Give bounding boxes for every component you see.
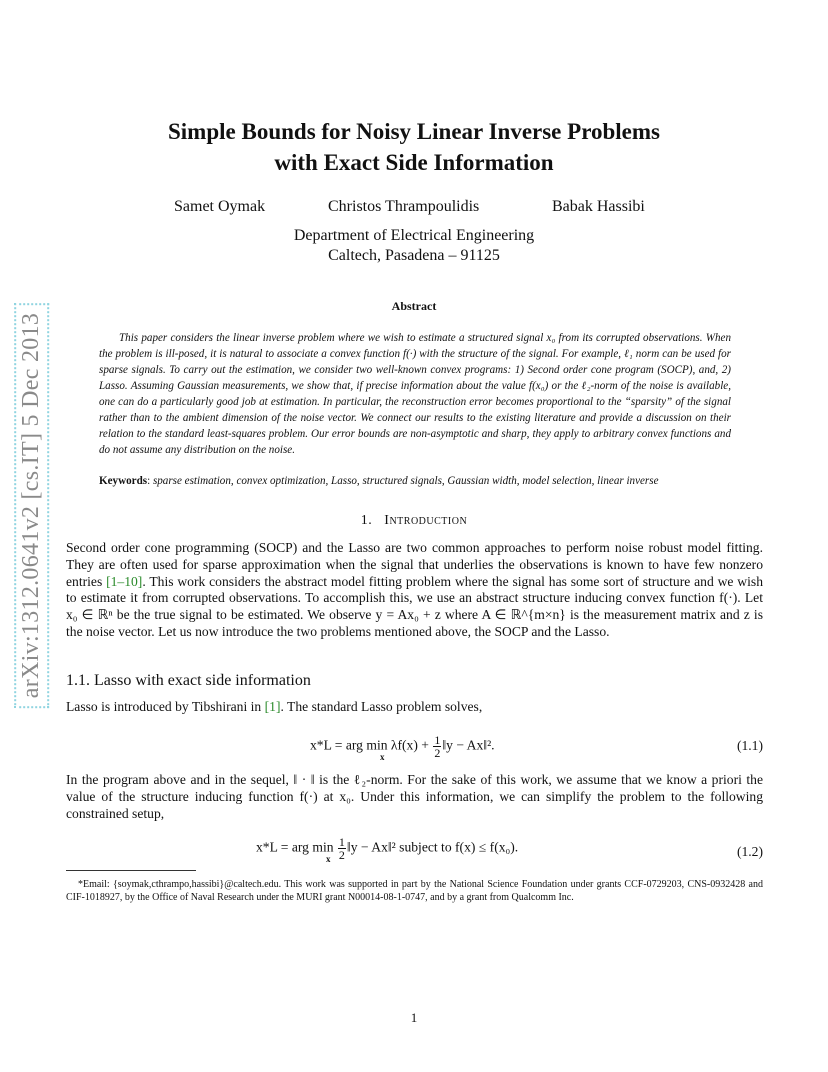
author-2: Christos Thrampoulidis — [328, 198, 480, 215]
citation-link[interactable]: [1] — [264, 699, 281, 714]
intro-paragraph-1: Second order cone programming (SOCP) and the Lasso are two common approaches to perform noise robust model fitting. They are often used for sparse approximation when the signal that underlies the observations is known to have few nonzero entries [1–10]. This work considers the abstract model fitting problem where the signal has some sort of structure and we wish to estimate it from corrupted observations. To accomplish this, we use an abstract structure inducing convex function f(·). Let x₀ ∈ ℝⁿ be the true signal to be estimated. We observe y = Ax₀ + z where A ∈ ℝ^{m×n} is the measurement matrix and z is the noise vector. Let us now introduce the two problems mentioned above, the SOCP and the Lasso. — [66, 540, 763, 639]
title-line-1: Simple Bounds for Noisy Linear Inverse Problems — [168, 119, 660, 144]
title-line-2: with Exact Side Information — [274, 150, 554, 175]
footnote-rule — [66, 870, 196, 871]
affiliation-line-1: Department of Electrical Engineering — [293, 227, 535, 244]
page-number: 1 — [410, 1010, 418, 1025]
paper-title — [0, 116, 828, 178]
argmin-subscript: x — [326, 854, 331, 864]
abstract-heading: Abstract — [391, 299, 437, 313]
arxiv-identifier-stamp — [12, 280, 52, 730]
footnote: *Email: {soymak,cthrampo,hassibi}@caltech.edu. This work was supported in part by the National Science Foundation under grants CCF-0729203, CNS-0932428 and CIF-1018927, by the Office of Naval Research under the MURI grant N00014-08-1-0747, and by a grant from Qualcomm Inc. — [66, 879, 763, 903]
equation-1-1 — [66, 730, 763, 764]
citation-link[interactable]: [1–10] — [106, 573, 143, 589]
section-title: Introduction — [384, 513, 468, 528]
fraction: $\frac{1}{2}$ — [434, 733, 441, 760]
lasso-intro-paragraph: Lasso is introduced by Tibshirani in [1]. The standard Lasso problem solves, — [66, 699, 483, 714]
keywords: Keywords: sparse estimation, convex optimization, Lasso, structured signals, Gaussian width, model selection, linear inverse — [99, 475, 659, 487]
fraction: $\frac{1}{2}$ — [338, 835, 345, 862]
subsection-heading: 1.1. Lasso with exact side information — [66, 672, 311, 689]
affiliation — [0, 226, 828, 266]
equation-1-2 — [66, 834, 763, 868]
affiliation-line-2: Caltech, Pasadena – 91125 — [328, 247, 500, 264]
section-heading — [0, 513, 828, 529]
equation-number: (1.2) — [736, 844, 763, 859]
arxiv-identifier: arXiv:1312.0641v2 [cs.IT] 5 Dec 2013 — [15, 302, 50, 707]
section-number: 1. — [360, 513, 373, 528]
intro-paragraph-2: In the program above and in the sequel, ‖ · ‖ is the ℓ₂-norm. For the sake of this work, we assume that we know a priori the value of the structure inducing function f(·) at x₀. Under this information, we can simplify the problem to the following constrained setup, — [66, 772, 763, 821]
equation-1-1-body: x*L = arg min λf(x) + $\frac{1}{2}$ ‖y − Ax‖². x — [310, 733, 495, 762]
author-3: Babak Hassibi — [552, 198, 645, 215]
abstract-body: This paper considers the linear inverse problem where we wish to estimate a structured signal x₀ from its corrupted observations. When the problem is ill-posed, it is natural to associate a convex function f(·) with the structure of the signal. For example, ℓ₁ norm can be used for sparse signals. To carry out the estimation, we consider two well-known convex programs: 1) Second order cone program (SOCP), and, 2) Lasso. Assuming Gaussian measurements, we show that, if precise information about the value f(x₀) or the ℓ₂-norm of the noise is available, one can do a particularly good job at estimation. In particular, the reconstruction error becomes proportional to the “sparsity” of the signal rather than to the ambient dimension of the noise vector. We connect our results to the existing literature and provide a discussion on their relation to the standard least-squares problem. Our error bounds are non-asymptotic and sharp, they apply to arbitrary convex functions and do not assume any distribution on the noise. — [99, 332, 731, 456]
author-1: Samet Oymak — [174, 198, 266, 215]
keywords-label: Keywords — [99, 475, 148, 487]
keywords-list: sparse estimation, convex optimization, Lasso, structured signals, Gaussian width, model selection, linear inverse — [152, 475, 659, 487]
equation-number: (1.1) — [736, 738, 763, 753]
argmin-subscript: x — [380, 752, 385, 762]
equation-1-2-body: x*L = arg min $\frac{1}{2}$ ‖y − Ax‖² subject to f(x) ≤ f(x₀). x — [256, 835, 519, 864]
